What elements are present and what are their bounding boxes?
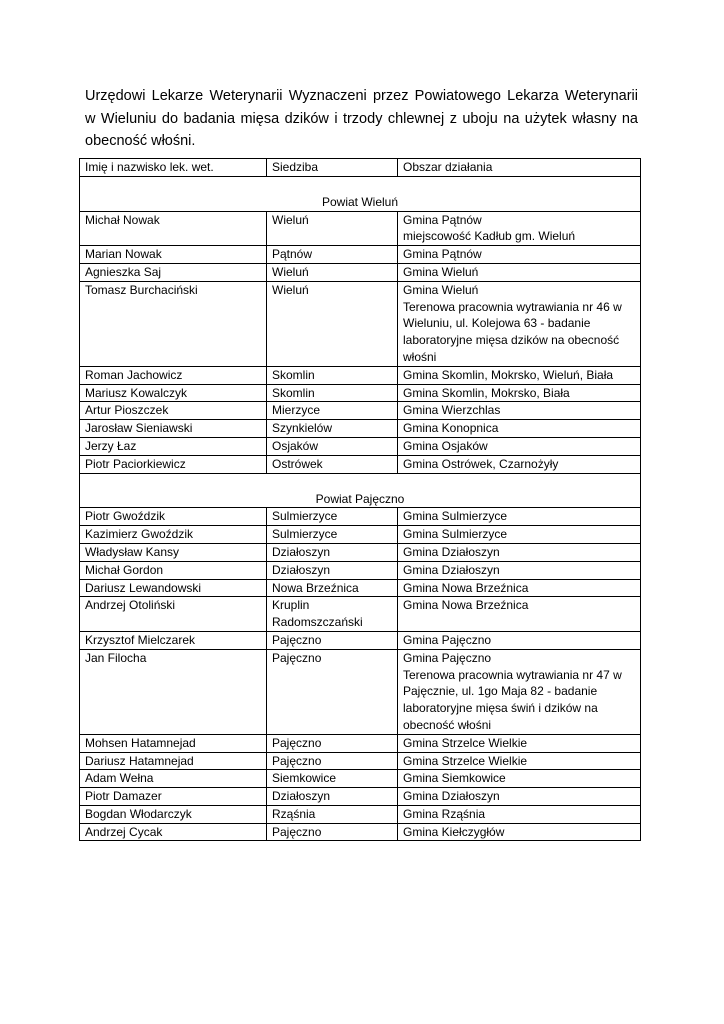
cell-seat	[267, 281, 398, 366]
cell-area	[398, 770, 641, 788]
cell-area	[398, 734, 641, 752]
area-line: Pajęcznie, ul. 1go Maja 82 - badanie	[403, 684, 598, 699]
area-line: Gmina Wieluń	[403, 264, 479, 279]
area-line: włośni	[403, 349, 437, 364]
area-line: Gmina Strzelce Wielkie	[403, 735, 528, 750]
area-line: Gmina Pątnów	[403, 212, 482, 227]
cell-name	[80, 649, 267, 734]
section-row	[80, 473, 641, 508]
cell-area	[398, 211, 641, 246]
area-line: Gmina Strzelce Wielkie	[403, 753, 528, 768]
area-line: obecność włośni	[403, 717, 492, 732]
cell-name	[80, 402, 267, 420]
seat-line: Pajęczno	[272, 632, 322, 647]
cell-area	[398, 526, 641, 544]
cell-seat	[267, 526, 398, 544]
cell-name	[80, 543, 267, 561]
cell-area	[398, 420, 641, 438]
cell-name	[80, 805, 267, 823]
area-line: Gmina Skomlin, Mokrsko, Wieluń, Biała	[403, 367, 614, 382]
table-row	[80, 788, 641, 806]
cell-seat	[267, 561, 398, 579]
name-line: Jan Filocha	[85, 650, 147, 665]
seat-line: Skomlin	[272, 367, 315, 382]
name-line: Mohsen Hatamnejad	[85, 735, 196, 750]
cell-name	[80, 281, 267, 366]
cell-area	[398, 508, 641, 526]
table-row	[80, 437, 641, 455]
cell-name	[80, 752, 267, 770]
area-line: Terenowa pracownia wytrawiania nr 47 w	[403, 667, 622, 682]
seat-line: Sulmierzyce	[272, 527, 338, 542]
seat-line: Mierzyce	[272, 403, 321, 418]
name-line: Piotr Paciorkiewicz	[85, 456, 186, 471]
intro-line: w Wieluniu do badania mięsa dzików i trzody chlewnej z uboju na użytek własny na	[85, 110, 638, 127]
cell-name	[80, 384, 267, 402]
cell-seat	[267, 631, 398, 649]
seat-line: Ostrówek	[272, 456, 323, 471]
area-line: Gmina Sulmierzyce	[403, 509, 508, 524]
cell-name	[80, 770, 267, 788]
area-line: Terenowa pracownia wytrawiania nr 46 w	[403, 299, 622, 314]
seat-line: Siemkowice	[272, 771, 337, 786]
cell-seat	[267, 263, 398, 281]
name-line: Artur Pioszczek	[85, 403, 169, 418]
section-title: Powiat Wieluń	[80, 176, 641, 211]
area-line: Gmina Pajęczno	[403, 650, 492, 665]
cell-area	[398, 579, 641, 597]
name-line: Agnieszka Saj	[85, 264, 162, 279]
section-title: Powiat Pajęczno	[80, 473, 641, 508]
table-row	[80, 402, 641, 420]
cell-seat	[267, 543, 398, 561]
table-row	[80, 770, 641, 788]
name-line: Michał Nowak	[85, 212, 160, 227]
seat-line: Pajęczno	[272, 824, 322, 839]
cell-area	[398, 402, 641, 420]
cell-seat	[267, 211, 398, 246]
cell-name	[80, 508, 267, 526]
table-row	[80, 246, 641, 264]
area-line: Gmina Nowa Brzeźnica	[403, 580, 529, 595]
cell-seat	[267, 788, 398, 806]
cell-area	[398, 246, 641, 264]
area-line: Gmina Pątnów	[403, 247, 482, 262]
name-line: Kazimierz Gwoździk	[85, 527, 194, 542]
cell-name	[80, 734, 267, 752]
cell-name	[80, 211, 267, 246]
table-body	[80, 159, 641, 841]
table-row	[80, 455, 641, 473]
area-line: Gmina Działoszyn	[403, 544, 500, 559]
name-line: Andrzej Cycak	[85, 824, 163, 839]
cell-seat	[267, 579, 398, 597]
cell-area	[398, 631, 641, 649]
area-line: Gmina Pajęczno	[403, 632, 492, 647]
seat-line: Pajęczno	[272, 753, 322, 768]
name-line: Jarosław Sieniawski	[85, 421, 193, 436]
table-header-row	[80, 159, 641, 177]
cell-seat	[267, 402, 398, 420]
name-line: Marian Nowak	[85, 247, 162, 262]
area-line: Gmina Konopnica	[403, 421, 499, 436]
cell-area	[398, 543, 641, 561]
table-row	[80, 649, 641, 734]
cell-name	[80, 455, 267, 473]
table-row	[80, 823, 641, 841]
cell-area	[398, 437, 641, 455]
seat-line: Skomlin	[272, 385, 315, 400]
seat-line: Sulmierzyce	[272, 509, 338, 524]
cell-name	[80, 437, 267, 455]
cell-area	[398, 805, 641, 823]
seat-line: Osjaków	[272, 438, 319, 453]
area-line: Wieluniu, ul. Kolejowa 63 - badanie	[403, 316, 591, 331]
cell-area	[398, 281, 641, 366]
cell-seat	[267, 420, 398, 438]
area-line: Gmina Ostrówek, Czarnożyły	[403, 456, 559, 471]
cell-area	[398, 366, 641, 384]
cell-seat	[267, 246, 398, 264]
seat-line: Działoszyn	[272, 789, 331, 804]
name-line: Adam Wełna	[85, 771, 154, 786]
table-row	[80, 526, 641, 544]
seat-line: Wieluń	[272, 212, 309, 227]
cell-seat	[267, 823, 398, 841]
seat-line: Pajęczno	[272, 735, 322, 750]
area-line: Gmina Kiełczygłów	[403, 824, 505, 839]
name-line: Bogdan Włodarczyk	[85, 806, 192, 821]
table-row	[80, 579, 641, 597]
area-line: Gmina Osjaków	[403, 438, 488, 453]
cell-seat	[267, 805, 398, 823]
cell-area	[398, 263, 641, 281]
cell-name	[80, 631, 267, 649]
header-area: Obszar działania	[398, 159, 641, 177]
seat-line: Wieluń	[272, 282, 309, 297]
cell-name	[80, 788, 267, 806]
area-line: Gmina Rząśnia	[403, 806, 486, 821]
cell-name	[80, 526, 267, 544]
cell-seat	[267, 508, 398, 526]
area-line: Gmina Wierzchlas	[403, 403, 501, 418]
cell-name	[80, 597, 267, 632]
seat-line: Wieluń	[272, 264, 309, 279]
table-row	[80, 734, 641, 752]
table-row	[80, 420, 641, 438]
name-line: Michał Gordon	[85, 562, 164, 577]
table-row	[80, 281, 641, 366]
cell-area	[398, 649, 641, 734]
table-row	[80, 631, 641, 649]
seat-line: Radomszczański	[272, 615, 363, 630]
table-row	[80, 384, 641, 402]
cell-seat	[267, 455, 398, 473]
cell-seat	[267, 734, 398, 752]
table-row	[80, 263, 641, 281]
cell-name	[80, 366, 267, 384]
seat-line: Działoszyn	[272, 562, 331, 577]
area-line: Gmina Działoszyn	[403, 789, 500, 804]
seat-line: Nowa Brzeźnica	[272, 580, 359, 595]
cell-area	[398, 384, 641, 402]
name-line: Roman Jachowicz	[85, 367, 183, 382]
cell-area	[398, 561, 641, 579]
table-row	[80, 561, 641, 579]
area-line: Gmina Wieluń	[403, 282, 479, 297]
cell-name	[80, 246, 267, 264]
area-line: miejscowość Kadłub gm. Wieluń	[403, 229, 576, 244]
area-line: Gmina Siemkowice	[403, 771, 506, 786]
table-row	[80, 211, 641, 246]
area-line: Gmina Nowa Brzeźnica	[403, 598, 529, 613]
name-line: Piotr Damazer	[85, 789, 162, 804]
area-line: laboratoryjne mięsa dzików na obecność	[403, 333, 620, 348]
header-name: Imię i nazwisko lek. wet.	[80, 159, 267, 177]
table-row	[80, 543, 641, 561]
table-row	[80, 366, 641, 384]
intro-line: obecność włośni.	[85, 133, 196, 149]
cell-seat	[267, 649, 398, 734]
cell-area	[398, 788, 641, 806]
cell-seat	[267, 752, 398, 770]
intro-line: Urzędowi Lekarze Weterynarii Wyznaczeni przez Powiatowego Lekarza Weterynarii	[85, 88, 638, 104]
name-line: Władysław Kansy	[85, 544, 180, 559]
cell-seat	[267, 384, 398, 402]
cell-name	[80, 823, 267, 841]
cell-seat	[267, 597, 398, 632]
cell-seat	[267, 366, 398, 384]
area-line: laboratoryjne mięsa świń i dzików na	[403, 701, 598, 716]
cell-name	[80, 561, 267, 579]
name-line: Tomasz Burchaciński	[85, 282, 198, 297]
section-row	[80, 176, 641, 211]
cell-area	[398, 823, 641, 841]
area-line: Gmina Działoszyn	[403, 562, 500, 577]
name-line: Mariusz Kowalczyk	[85, 385, 188, 400]
cell-area	[398, 752, 641, 770]
name-line: Krzysztof Mielczarek	[85, 632, 196, 647]
seat-line: Pajęczno	[272, 650, 322, 665]
cell-name	[80, 263, 267, 281]
cell-seat	[267, 770, 398, 788]
table-row	[80, 597, 641, 632]
cell-area	[398, 597, 641, 632]
cell-name	[80, 579, 267, 597]
cell-area	[398, 455, 641, 473]
cell-name	[80, 420, 267, 438]
veterinarians-table	[79, 158, 641, 841]
seat-line: Pątnów	[272, 247, 313, 262]
name-line: Dariusz Lewandowski	[85, 580, 202, 595]
seat-line: Szynkielów	[272, 421, 333, 436]
intro-paragraph	[85, 85, 638, 153]
seat-line: Rząśnia	[272, 806, 316, 821]
name-line: Jerzy Łaz	[85, 438, 137, 453]
table-row	[80, 805, 641, 823]
seat-line: Kruplin	[272, 598, 310, 613]
name-line: Andrzej Otoliński	[85, 598, 176, 613]
name-line: Piotr Gwoździk	[85, 509, 166, 524]
area-line: Gmina Sulmierzyce	[403, 527, 508, 542]
cell-seat	[267, 437, 398, 455]
table-row	[80, 752, 641, 770]
header-seat: Siedziba	[267, 159, 398, 177]
seat-line: Działoszyn	[272, 544, 331, 559]
area-line: Gmina Skomlin, Mokrsko, Biała	[403, 385, 570, 400]
name-line: Dariusz Hatamnejad	[85, 753, 194, 768]
table-row	[80, 508, 641, 526]
